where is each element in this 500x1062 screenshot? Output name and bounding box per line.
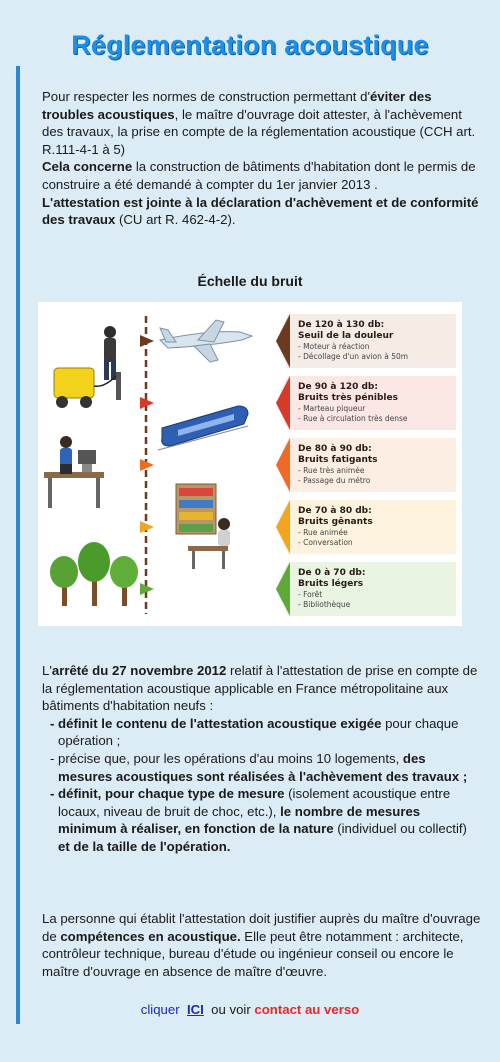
arrete-item-3-bold-1: - définit, pour chaque type de mesure: [50, 786, 285, 802]
noise-level-4: [276, 500, 456, 554]
closing-paragraph: [42, 910, 482, 980]
click-label: cliquer: [140, 1002, 180, 1017]
noise-level-range: De 70 à 80 db:: [298, 506, 372, 516]
noise-level-example: - Rue très animée: [298, 466, 365, 475]
arrete-item-1: [42, 715, 482, 750]
arrete-item-1-text: pour chaque opération ;: [58, 715, 459, 749]
arrete-paragraph: [42, 662, 482, 856]
noise-level-example: - Marteau piqueur: [298, 404, 366, 413]
noise-level-range: De 90 à 120 db:: [298, 382, 378, 392]
airplane-icon: [160, 320, 252, 362]
noise-level-arrow: [276, 314, 290, 368]
contact-link[interactable]: contact au verso: [254, 1002, 360, 1017]
noise-level-range: De 120 à 130 db:: [298, 320, 385, 330]
noise-level-label: Seuil de la douleur: [298, 331, 394, 341]
noise-level-label: Bruits fatigants: [298, 455, 378, 465]
jackhammer-worker-icon: [54, 326, 121, 408]
noise-scale-title: Échelle du bruit: [197, 273, 303, 289]
arrete-text-0: L': [42, 663, 52, 678]
noise-level-3: [276, 438, 456, 492]
noise-level-example: - Décollage d'un avion à 50m: [298, 352, 409, 361]
noise-level-example: - Conversation: [298, 538, 353, 547]
noise-level-label: Bruits très pénibles: [298, 393, 398, 403]
noise-level-example: - Bibliothèque: [298, 600, 351, 609]
noise-level-5: [276, 562, 456, 616]
office-worker-icon: [44, 436, 104, 508]
arrete-item-3-bold-3: et de la taille de l'opération.: [58, 838, 231, 854]
noise-level-range: De 80 à 90 db:: [298, 444, 372, 454]
arrete-item-2: [42, 750, 482, 785]
library-reader-icon: [176, 484, 230, 569]
closing-bold: compétences en acoustique.: [60, 928, 241, 944]
noise-level-example: - Passage du métro: [298, 476, 371, 485]
noise-scale-svg: [38, 302, 462, 626]
arrete-item-2-text: - précise que, pour les opérations d'au moins 10 logements,: [50, 750, 403, 766]
arrete-date: arrêté du 27 novembre 2012: [51, 663, 227, 678]
left-accent-bar: [16, 66, 20, 1024]
call-to-action: [0, 1002, 500, 1017]
noise-level-arrow: [276, 438, 290, 492]
noise-scale-infographic: [38, 302, 462, 626]
tram-icon: [158, 406, 248, 450]
noise-level-arrow: [276, 376, 290, 430]
scale-tick: [140, 335, 154, 347]
noise-level-1: [276, 314, 456, 368]
page-title: Réglementation acoustique: [71, 30, 429, 60]
noise-level-arrow: [276, 562, 290, 616]
intro-paragraph: [42, 88, 482, 229]
arrete-item-1-bold: - définit le contenu de l'attestation acoustique exigée: [50, 715, 382, 731]
arrete-text-1: relatif à l'attestation de prise en compte de la réglementation acoustique applicable en France métropolitaine aux bâtiments d'habitation neufs :: [42, 663, 478, 714]
noise-level-example: - Forêt: [298, 590, 323, 599]
intro-text-2: , le maître d'ouvrage doit attester, à l'achèvement des travaux, la prise en compte de la réglementation acoustique (CCH art. R.111-4-1 à 5): [42, 106, 476, 157]
closing-text-1: La personne qui établit l'attestation doit justifier auprès du maître d'ouvrage de: [42, 911, 481, 944]
intro-bold-2: Cela concerne: [42, 159, 133, 175]
intro-text-3: la construction de bâtiments d'habitation dont le permis de construire a été demandé à compter du 1er janvier 2013 .: [42, 159, 476, 192]
arrete-item-3-bold-2: le nombre de mesures minimum à réaliser, en fonction de la nature: [58, 803, 421, 837]
closing-text-2: Elle peut être notamment : architecte, contrôleur technique, bureau d'étude ou ingénieur conseil ou encore le maître d'ouvrage en absence de maître d'œuvre.: [42, 928, 464, 979]
noise-level-label: Bruits gênants: [298, 517, 373, 527]
ici-link[interactable]: ICI: [186, 1002, 204, 1017]
noise-level-label: Bruits légers: [298, 579, 364, 589]
noise-level-arrow: [276, 500, 290, 554]
arrete-item-3-text-2: (individuel ou collectif): [333, 821, 467, 837]
forest-icon: [50, 542, 138, 606]
arrete-item-2-bold: des mesures acoustiques sont réalisées à l'achèvement des travaux ;: [58, 750, 468, 784]
arrete-item-3-text-1: (isolement acoustique entre locaux, niveau de bruit de choc, etc.),: [58, 786, 451, 819]
noise-level-example: - Rue animée: [298, 528, 348, 537]
intro-text-1: Pour respecter les normes de construction permettant d': [42, 89, 370, 104]
noise-level-example: - Moteur à réaction: [298, 342, 370, 351]
or-label: ou voir: [211, 1002, 251, 1017]
arrete-item-3: [42, 785, 482, 855]
noise-level-2: [276, 376, 456, 430]
intro-bold-3: L'attestation est jointe à la déclaration d'achèvement et de conformité des travaux: [42, 194, 479, 228]
intro-text-4: (CU art R. 462-4-2).: [115, 212, 236, 228]
noise-level-range: De 0 à 70 db:: [298, 568, 366, 578]
intro-bold-1: éviter des troubles acoustiques: [42, 89, 432, 122]
noise-level-example: - Rue à circulation très dense: [298, 414, 408, 423]
